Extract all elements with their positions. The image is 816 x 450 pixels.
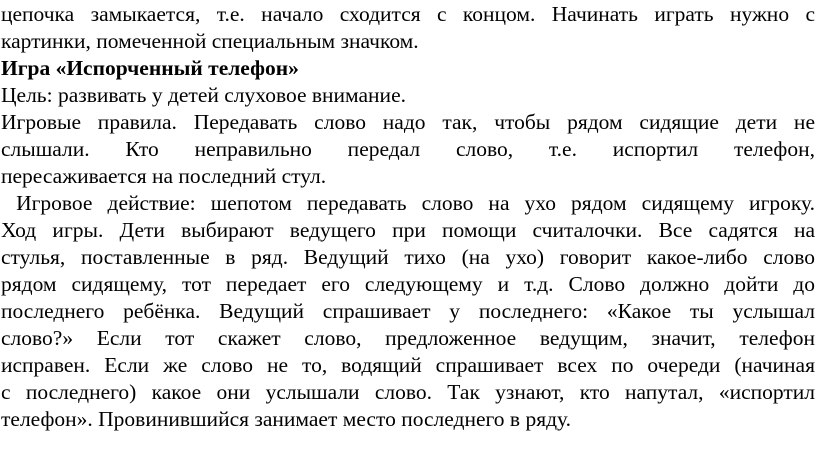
procedure-line-8: телефон». Провинившийся занимает место последнего в ряду. (1, 407, 572, 431)
procedure-line-1: Ход игры. Дети выбирают ведущего при помощи считалочки. Все садятся на (1, 218, 815, 242)
game-heading: Игра «Испорченный телефон» (1, 56, 299, 80)
rules-line-2: слышали. Кто неправильно передал слово, т.е. испортил телефон, (1, 137, 815, 161)
paragraph-line-2: картинки, помеченной специальным значком. (1, 29, 419, 53)
goal-line: Цель: развивать у детей слуховое внимание. (1, 83, 406, 107)
action-line: Игровое действие: шепотом передавать слово на ухо рядом сидящему игроку. (1, 191, 815, 215)
procedure-line-3: рядом сидящему, тот передает его следующему и т.д. Слово должно дойти до (1, 272, 815, 296)
procedure-line-4: последнего ребёнка. Ведущий спрашивает у последнего: «Какое ты услышал (1, 299, 815, 323)
procedure-line-2: стулья, поставленные в ряд. Ведущий тихо (на ухо) говорит какое-либо слово (1, 245, 815, 269)
procedure-line-6: исправен. Если же слово не то, водящий спрашивает всех по очереди (начиная (1, 353, 815, 377)
procedure-line-5: слово?» Если тот скажет слово, предложенное ведущим, значит, телефон (1, 326, 815, 350)
rules-line-1: Игровые правила. Передавать слово надо так, чтобы рядом сидящие дети не (1, 110, 815, 134)
paragraph-line-1: цепочка замыкается, т.е. начало сходится с концом. Начинать играть нужно с (1, 2, 815, 26)
rules-line-3: пересаживается на последний стул. (1, 164, 327, 188)
procedure-line-7: с последнего) какое они услышали слово. Так узнают, кто напутал, «испортил (1, 380, 815, 404)
